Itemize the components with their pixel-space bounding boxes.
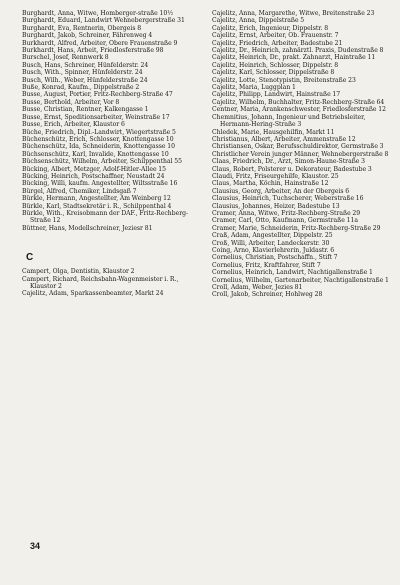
- directory-entry: Claudi, Fritz, Friseurgehilfe, Klaustor. 25: [212, 172, 339, 180]
- directory-entry: Buße, Konrad, Kaufm., Dippelstraße 2: [22, 84, 140, 92]
- directory-entry: Burghardt, Anna, Witwe, Homberger-straße 10½: [22, 10, 174, 17]
- directory-entry: Cornelius, Wilhelm, Gartenarbeiter, Nachtigallenstraße 1: [212, 276, 389, 284]
- left-column: [22, 10, 200, 298]
- directory-entry: Coing, Arno, Klavierlehrerin, Juldastr. 6: [212, 247, 335, 254]
- directory-entry: Burghardt, Jakob, Schreiner, Fährenweg 4: [22, 32, 153, 40]
- directory-entry: Chledek, Marie, Hausgehilfin, Markt 11: [212, 128, 335, 136]
- directory-entry: Busch, Wilh., Weber, Hünfelderstraße 24: [22, 76, 148, 84]
- directory-entry: Bürgel, Alfred, Chemiker, Lindsgaß 7: [22, 187, 137, 195]
- entries-b-list: [22, 10, 200, 232]
- directory-entry: Clausius, Georg, Arbeiter, An der Obergeis 6: [212, 187, 350, 195]
- directory-entry: Clausius, Heinrich, Tuchscherer, Weberstraße 16: [212, 195, 364, 203]
- directory-entry: Cajelitz, Adam, Sparkassenbeamter, Markt 24: [22, 290, 164, 298]
- directory-entry: Christianus, Albert, Arbeiter, Ammenstraße 12: [212, 135, 356, 143]
- directory-entry: Büchsenschütz, Wilhelm, Arbeiter, Schilppenthal 55: [22, 158, 183, 166]
- directory-entry: Cornelius, Fritz, Kraftfahrer, Stift 7: [212, 261, 321, 269]
- directory-entry: Cajelitz, Maria, Luggplan 1: [212, 84, 296, 92]
- page-number: 34: [30, 541, 41, 551]
- directory-entry: Busch, Hans, Schreiner, Hünfelderstr. 24: [22, 61, 149, 69]
- directory-entry: Christlicher Verein junger Männer, Wehnebergerstraße 8: [212, 150, 389, 158]
- directory-entry: Burkhardt, Hans, Arbeit, Friedlosferstraße 98: [22, 47, 164, 55]
- directory-entry: Büttner, Hans, Modellschreiner, Jeziesr 81: [22, 224, 153, 232]
- directory-entry: Claus, Martha, Köchin, Hainstraße 12: [212, 180, 329, 188]
- directory-entry: Chemnitius, Johann, Ingenieur und Betriebsleiter, Hermann-Hering-Straße 3: [212, 113, 366, 129]
- directory-entry: Cajelitz, Karl, Schlosser, Dippelstraße 8: [212, 69, 335, 77]
- directory-entry: Cornelius, Heinrich, Landwirt, Nachtigallenstraße 1: [212, 269, 373, 277]
- directory-entry: Croll, Jakob, Schreiner, Hohlweg 28: [212, 291, 323, 299]
- directory-entry: Cajelitz, Anna, Dippelstraße 5: [212, 17, 305, 25]
- directory-entry: Bürkle, Karl, Stadtsekretär i. R., Schilppenthal 4: [22, 202, 172, 210]
- directory-entry: Cajelitz, Heinrich, Dr., prakt. Zahnarzt, Haintraße 11: [212, 54, 376, 62]
- directory-entry: Cajelitz, Anna, Margarethe, Witwe, Breitenstraße 23: [212, 10, 375, 17]
- directory-entry: Burghardt, Eva, Rentnerin, Obergeis 8: [22, 24, 142, 32]
- directory-entry: Cramer, Marie, Schneiderin, Fritz-Rechberg-Straße 29: [212, 224, 381, 232]
- directory-entry: Büchenschütz, Ida, Schneiderin, Knottengasse 10: [22, 143, 176, 151]
- directory-entry: Centner, Maria, Arankenschwester, Friedlosferstraße 12: [212, 106, 387, 114]
- entries-c-continued-list: [212, 10, 390, 299]
- directory-entry: Clausius, Johannes, Heizer, Badestube 13: [212, 202, 340, 210]
- directory-entry: Busse, Berthold, Arbeiter, Vor 8: [22, 98, 120, 106]
- directory-entry: Craß, Adam, Angestellter, Dippelstr. 25: [212, 232, 333, 240]
- directory-entry: Burkhardt, Alfred, Arbeiter, Obere Frauenstraße 9: [22, 39, 178, 47]
- directory-entry: Bürkle, With., Kreisobmann der DAF., Fritz-Rechberg-Straße 12: [22, 209, 189, 225]
- directory-entry: Cajelitz, Erich, Ingenieur, Dippelstr. 8: [212, 24, 329, 32]
- directory-entry: Cajelitz, Heinrich, Schlosser, Dippelstr. 8: [212, 61, 339, 69]
- directory-entry: Burghardt, Eduard, Landwirt Wehnebergerstraße 31: [22, 17, 185, 25]
- directory-entry: Busse, Erich, Arbeiter, Klaustor 6: [22, 121, 125, 129]
- directory-entry: Cajelitz, Lotte, Stenotypistin, Breitenstraße 23: [212, 76, 356, 84]
- directory-entry: Cajelitz, Ernst, Arbeiter, Ob. Frauenstr. 7: [212, 32, 339, 40]
- directory-entry: Campert, Richard, Reichsbahn-Wagenmeister i. R., Klaustor 2: [22, 275, 179, 290]
- right-column: [212, 10, 390, 299]
- directory-entry: Cajelitz, Wilhelm, Buchhalter, Fritz-Rechberg-Straße 64: [212, 98, 385, 106]
- directory-entry: Croß, Willi, Arbeiter, Landeckerstr. 30: [212, 239, 330, 247]
- directory-entry: Croll, Adam, Weber, Jezies 81: [212, 284, 303, 292]
- directory-entry: Büchenschütz, Erich, Schlosser, Knottengasse 10: [22, 135, 174, 143]
- entries-c-list: [22, 268, 200, 298]
- directory-entry: Busse, Ernst, Speditionsarbeiter, Weinstraße 17: [22, 113, 170, 121]
- directory-entry: Bücking, Albert, Metzger, Adolf-Hitler-Allee 15: [22, 165, 167, 173]
- directory-entry: Büchsenschütz, Karl, Invalide, Knottengasse 10: [22, 150, 169, 158]
- directory-entry: Bücking, Willi, kaufm. Angestellter, Wiltsstraße 16: [22, 180, 178, 188]
- directory-entry: Busse, Christian, Rentner, Kalkengasse 1: [22, 106, 149, 114]
- directory-entry: Claas, Friedrich, Dr., Arzt, Simon-Haune-Straße 3: [212, 158, 366, 166]
- directory-entry: Claus, Robert, Polsterer u. Dekorateur, Badestube 3: [212, 165, 372, 173]
- directory-entry: Busse, August, Portier, Fritz-Rechberg-Straße 47: [22, 91, 173, 99]
- directory-entry: Burschel, Josef, Rennwerk 8: [22, 54, 109, 62]
- directory-entry: Cramer, Carl, Otto, Kaufmann, Germstraße 11a: [212, 217, 358, 225]
- directory-entry: Campert, Olga, Dentistin, Klaustor 2: [22, 268, 135, 276]
- directory-entry: Christiansen, Oskar, Berufsschuldirektor, Germstraße 3: [212, 143, 384, 151]
- directory-entry: Cajelitz, Dr., Heinrich, zahnärztl. Praxis, Dudenstraße 8: [212, 47, 384, 55]
- directory-entry: Cajelitz, Friedrich, Arbeiter, Badestube 21: [212, 39, 343, 47]
- directory-entry: Bürkle, Hermann, Angestellter, Am Weinberg 12: [22, 195, 171, 203]
- directory-entry: Cramer, Anna, Witwe, Fritz-Rechberg-Straße 29: [212, 209, 361, 217]
- directory-entry: Bücking, Heinrich, Postschaffner, Neustadt 24: [22, 172, 165, 180]
- directory-entry: Büche, Friedrich, Dipl.-Landwirt, Wiegertstraße 5: [22, 128, 176, 136]
- directory-entry: Busch, With., Spinner, Hünfelderstr. 24: [22, 69, 143, 77]
- directory-entry: Cornelius, Christian, Postschaffn., Stift 7: [212, 254, 338, 262]
- section-letter-c: C: [26, 252, 34, 264]
- directory-entry: Cajelitz, Philipp, Landwirt, Hainstraße 17: [212, 91, 341, 99]
